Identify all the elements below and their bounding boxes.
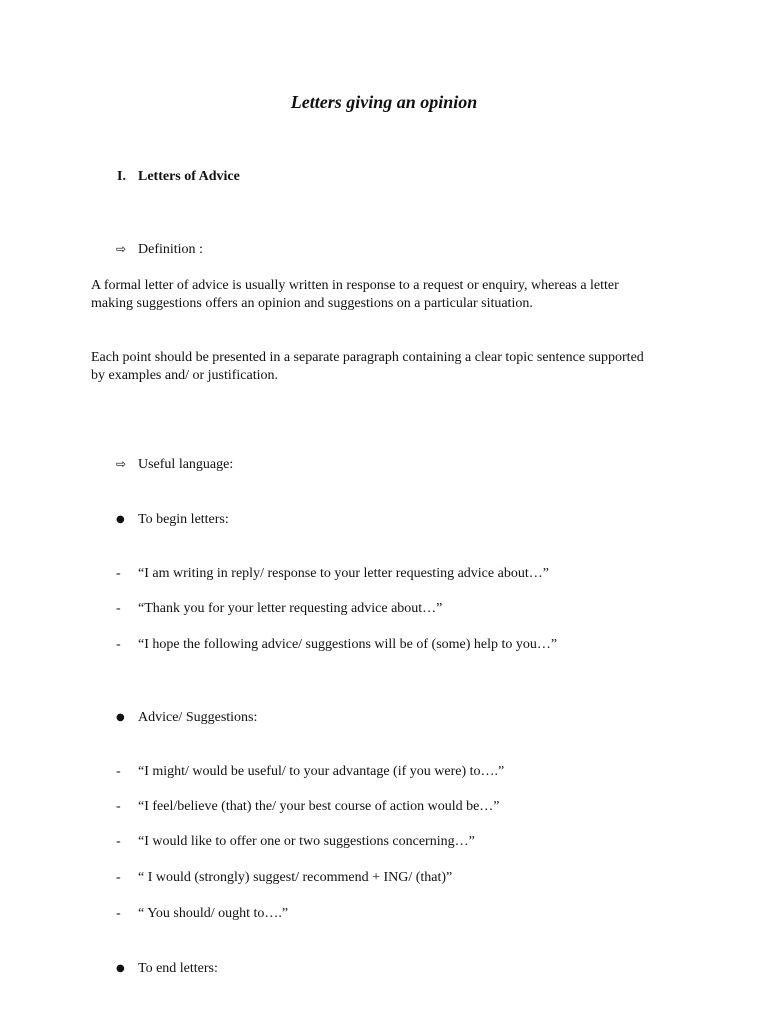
list-item bbox=[116, 799, 500, 815]
list-item-text: “I feel/believe (that) the/ your best course of action would be…” bbox=[138, 799, 500, 814]
advice-label: Advice/ Suggestions: bbox=[138, 710, 258, 725]
end-letters-label: To end letters: bbox=[138, 961, 218, 976]
definition-paragraph: A formal letter of advice is usually written in response to a request or enquiry, whereas a letter making suggestions offers an opinion and suggestions on a particular situation. bbox=[91, 278, 619, 311]
list-item-text: “I would like to offer one or two suggestions concerning…” bbox=[138, 834, 475, 849]
dash-marker: - bbox=[116, 601, 121, 616]
list-item-text: “Thank you for your letter requesting advice about…” bbox=[138, 601, 443, 616]
list-item bbox=[116, 834, 475, 850]
list-item-text: “ You should/ ought to….” bbox=[138, 906, 289, 921]
section-heading-label: Letters of Advice bbox=[138, 169, 240, 184]
bullet-icon: ● bbox=[116, 712, 125, 723]
definition-label: Definition : bbox=[138, 242, 203, 257]
end-letters-bullet bbox=[116, 961, 218, 977]
point-paragraph: Each point should be presented in a separate paragraph containing a clear topic sentence supported by examples and/ or justification. bbox=[91, 350, 644, 383]
bullet-icon: ● bbox=[116, 963, 125, 974]
dash-marker: - bbox=[116, 566, 121, 581]
list-item-text: “I might/ would be useful/ to your advantage (if you were) to….” bbox=[138, 764, 505, 779]
begin-letters-bullet bbox=[116, 512, 229, 528]
list-item bbox=[116, 566, 549, 582]
list-item bbox=[116, 870, 452, 886]
dash-marker: - bbox=[116, 637, 121, 652]
begin-letters-label: To begin letters: bbox=[138, 512, 229, 527]
dash-marker: - bbox=[116, 834, 121, 849]
advice-bullet bbox=[116, 710, 257, 726]
list-item bbox=[116, 637, 557, 653]
list-item bbox=[116, 906, 288, 922]
list-item-text: “I hope the following advice/ suggestions will be of (some) help to you…” bbox=[138, 637, 558, 652]
bullet-icon: ● bbox=[116, 514, 125, 525]
dash-marker: - bbox=[116, 870, 121, 885]
list-item-text: “I am writing in reply/ response to your letter requesting advice about…” bbox=[138, 566, 549, 581]
arrow-right-icon: ⇨ bbox=[116, 457, 127, 471]
dash-marker: - bbox=[116, 906, 121, 921]
document-title: Letters giving an opinion bbox=[290, 92, 478, 112]
useful-language-row bbox=[116, 457, 233, 473]
section-number: I. bbox=[117, 169, 126, 184]
section-heading bbox=[117, 169, 240, 185]
definition-label-row bbox=[116, 242, 203, 258]
dash-marker: - bbox=[116, 799, 121, 814]
list-item-text: “ I would (strongly) suggest/ recommend + ING/ (that)” bbox=[138, 870, 453, 885]
useful-language-label: Useful language: bbox=[138, 457, 234, 472]
arrow-right-icon: ⇨ bbox=[116, 242, 127, 256]
list-item bbox=[116, 764, 504, 780]
list-item bbox=[116, 601, 442, 617]
dash-marker: - bbox=[116, 764, 121, 779]
